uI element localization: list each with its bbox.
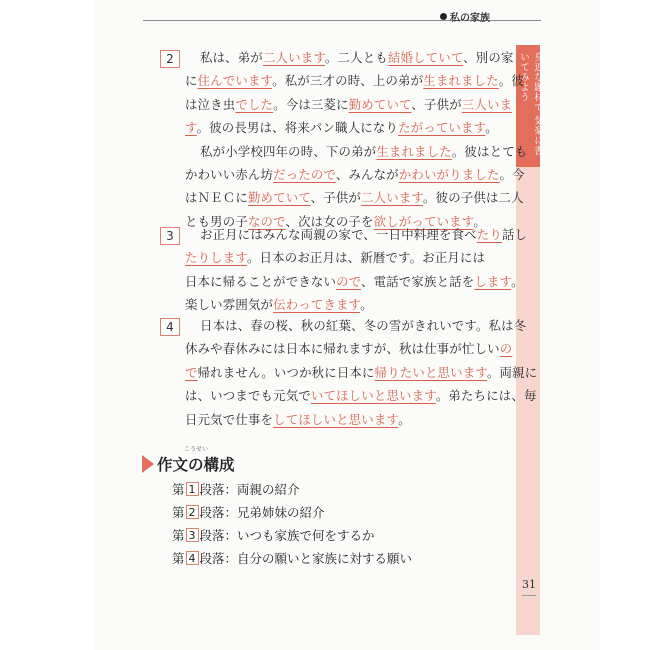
text-segment: は、いつまでも元気で — [185, 388, 311, 404]
text-segment: 。 — [511, 273, 524, 289]
text-segment: 日本に帰ることができない — [185, 273, 337, 289]
outline-item-4 — [172, 549, 412, 567]
highlighted-phrase: なので — [247, 213, 286, 229]
outline-number-box: 3 — [186, 528, 199, 542]
text-segment: 。 — [360, 297, 373, 313]
highlighted-phrase: で — [185, 364, 198, 380]
outline-number-box: 4 — [186, 551, 199, 565]
text-segment: はＮＥＣに — [185, 190, 248, 206]
highlighted-phrase: いてほしいと思います — [310, 388, 436, 404]
highlighted-phrase: 勤めていて — [348, 96, 412, 112]
page-number-rule — [522, 595, 536, 596]
text-segment: 、次は女の子を — [285, 213, 374, 229]
text-segment: 帰れません。いつか秋に日本に — [197, 364, 375, 380]
text-segment: 。日本のお正月は、新暦です。お正月には — [246, 250, 486, 266]
triangle-marker-icon — [142, 455, 154, 473]
text-segment: 、子供が — [310, 190, 362, 206]
outline-number-box: 2 — [186, 505, 199, 519]
paragraph-line — [160, 69, 524, 92]
page-header — [440, 9, 490, 24]
highlighted-phrase: 生まれました — [423, 73, 499, 89]
highlighted-phrase: たりします — [185, 250, 247, 266]
text-segment: 休みや春休みには日本に帰れますが、秋は仕事が忙しい — [185, 341, 500, 357]
highlighted-phrase: ので — [336, 273, 362, 289]
highlighted-phrase: 住んでいます — [197, 73, 273, 89]
outline-item-1 — [172, 480, 300, 498]
highlighted-phrase: かわいがりました — [398, 166, 500, 182]
text-segment: 、電話で家族と話を — [361, 273, 475, 289]
highlighted-phrase: 勤めていて — [247, 190, 311, 206]
outline-prefix: 第 — [172, 528, 185, 543]
highlighted-phrase: たがっています — [398, 120, 486, 136]
text-segment: 。弟たちには、毎 — [435, 388, 537, 404]
text-segment: 。私が三才の時、上の弟が — [272, 73, 424, 89]
paragraph-number-2: 2 — [160, 50, 180, 68]
outline-text: 段落：兄弟姉妹の紹介 — [199, 505, 325, 520]
highlighted-phrase: の — [499, 341, 513, 357]
text-segment: 。彼の長男は、将来パン職人になり — [196, 120, 399, 136]
text-segment: 、別の家 — [463, 50, 514, 65]
paragraph-line — [160, 361, 538, 384]
paragraph-line — [160, 337, 513, 360]
highlighted-phrase: でした — [235, 96, 274, 112]
highlighted-phrase: 二人います — [262, 50, 325, 65]
text-segment: に — [185, 73, 198, 89]
text-segment: 私は、弟が — [200, 50, 263, 65]
highlighted-phrase: 欲しがっています — [373, 213, 474, 229]
outline-text: 段落：自分の願いと家族に対する願い — [199, 551, 413, 566]
text-segment: 。両親に — [486, 364, 538, 380]
text-segment: 日本は、春の桜、秋の紅葉、冬の雪がきれいです。私は冬 — [200, 318, 527, 333]
page-number: 31 — [522, 578, 536, 591]
highlighted-phrase: す — [185, 120, 197, 136]
highlighted-phrase: たり — [476, 227, 502, 242]
outline-text: 段落：いつも家族で何をするか — [199, 528, 375, 543]
text-segment: は泣き虫 — [185, 96, 236, 112]
paragraph-3 — [160, 223, 528, 317]
outline-item-2 — [172, 503, 325, 521]
text-segment: 楽しい雰囲気が — [185, 297, 274, 313]
section-title-ruby: こうせい — [184, 446, 209, 453]
highlighted-phrase: 生まれました — [376, 143, 452, 159]
outline-prefix: 第 — [172, 482, 185, 497]
highlighted-phrase: 三人いま — [461, 96, 513, 112]
text-segment: 日元気で仕事を — [185, 411, 274, 427]
text-segment: かわいい赤ん坊 — [185, 166, 274, 182]
paragraph-4 — [160, 314, 538, 431]
highlighted-phrase: 帰りたいと思います — [374, 364, 487, 380]
text-segment: 話し — [501, 227, 528, 242]
paragraph-line — [160, 314, 527, 337]
paragraph-line — [160, 270, 524, 293]
text-segment: 。今は三菱に — [273, 96, 349, 112]
outline-item-3 — [172, 526, 375, 544]
text-segment: 、子供が — [411, 96, 462, 112]
header-title: 私の家族 — [450, 13, 490, 24]
outline-prefix: 第 — [172, 505, 185, 520]
text-segment: 。彼はとても — [451, 143, 528, 159]
text-segment: 。今 — [499, 166, 525, 182]
text-segment: 。 — [398, 411, 411, 427]
paragraph-line — [160, 384, 537, 407]
paragraph-number-4: 4 — [160, 318, 180, 336]
paragraph-line — [160, 116, 498, 139]
paragraph-line — [160, 186, 524, 209]
text-segment: 、みんなが — [335, 166, 399, 182]
paragraph-line — [160, 163, 525, 186]
paragraph-line — [160, 140, 528, 163]
outline-number-box: 1 — [186, 482, 199, 496]
outline-text: 段落：両親の紹介 — [199, 482, 300, 497]
text-segment: 私が小学校四年の時、下の弟が — [200, 143, 377, 159]
highlighted-phrase: 伝わってきます — [273, 297, 361, 313]
text-segment: 。 — [473, 213, 486, 229]
highlighted-phrase: だったので — [273, 166, 336, 182]
paragraph-line — [160, 223, 528, 246]
highlighted-phrase: 結婚していて — [387, 50, 464, 65]
text-segment: とも男の子 — [185, 213, 248, 229]
section-title — [142, 446, 235, 475]
section-title-text: 作文の構成 — [157, 456, 235, 474]
paragraph-line — [160, 93, 513, 116]
paragraph-line — [160, 246, 485, 269]
highlighted-phrase: します — [474, 273, 512, 289]
highlighted-phrase: してほしいと思います — [273, 411, 399, 427]
text-segment: 。彼 — [498, 73, 524, 89]
text-segment: 。彼の子供は二人 — [423, 190, 524, 206]
text-segment: お正月にはみんな両親の家で、一日中料理を食べ — [200, 227, 477, 242]
highlighted-phrase: 二人います — [361, 190, 424, 206]
side-tab-label: 身近な題材で 気楽に書いてみよう — [518, 52, 543, 156]
text-segment: 。二人とも — [324, 50, 388, 65]
paragraph-line — [160, 408, 485, 431]
bullet-icon — [440, 13, 447, 20]
paragraph-number-3: 3 — [160, 227, 180, 245]
outline-prefix: 第 — [172, 551, 185, 566]
paragraph-2 — [160, 46, 528, 233]
text-segment: 。 — [485, 120, 498, 136]
paragraph-line — [160, 46, 514, 69]
